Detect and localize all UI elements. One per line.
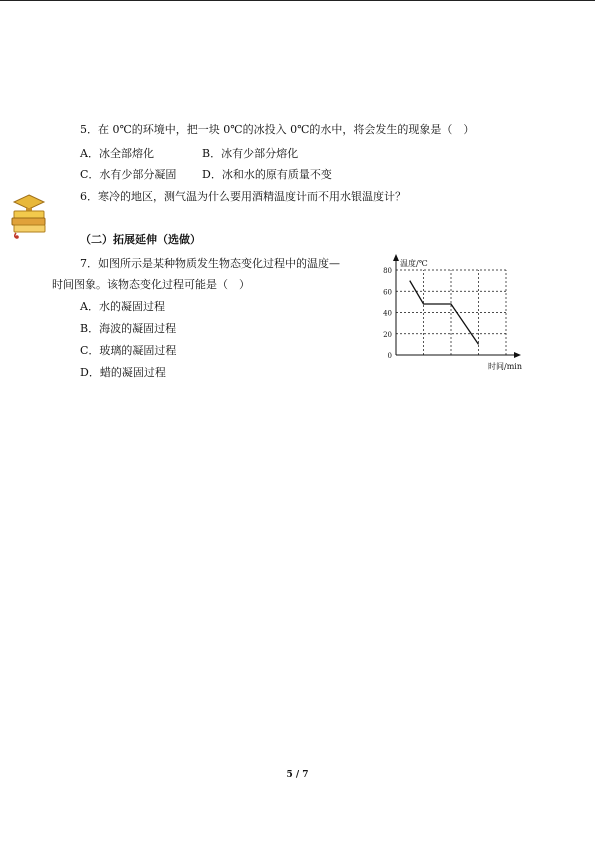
chart-y-tick-label: 60 (383, 288, 392, 297)
q7-option-a: A．水的凝固过程 (80, 300, 165, 313)
q5-option-d: D．冰和水的原有质量不变 (202, 168, 332, 181)
q7-option-b: B．海波的凝固过程 (80, 322, 177, 335)
chart-axes (393, 254, 521, 358)
header-rule (0, 0, 595, 1)
chart-y-tick-label: 0 (387, 352, 392, 360)
q7-option-d: D．蜡的凝固过程 (80, 366, 166, 379)
page-number: 5 / 7 (286, 770, 309, 780)
temperature-time-chart (378, 252, 528, 376)
chart-y-axis-label: 温度/℃ (400, 259, 428, 268)
chart-y-tick-label: 40 (383, 309, 392, 318)
q5-option-a: A．冰全部熔化 (80, 147, 154, 160)
chart-grid (396, 270, 506, 355)
q6-stem: 6．寒冷的地区，测气温为什么要用酒精温度计而不用水银温度计？ (80, 190, 406, 203)
q5-option-c: C．水有少部分凝固 (80, 168, 177, 181)
q7-option-c: C．玻璃的凝固过程 (80, 344, 177, 357)
chart-x-axis-label: 时间/min (488, 362, 522, 371)
q5-stem: 5．在 0℃的环境中，把一块 0℃的冰投入 0℃的水中，将会发生的现象是（ ） (80, 123, 475, 136)
chart-y-tick-label: 20 (383, 330, 392, 339)
q5-option-b: B．冰有少部分熔化 (202, 147, 299, 160)
books-icon (8, 193, 50, 239)
q7-stem-line1: 7．如图所示是某种物质发生物态变化过程中的温度— (80, 257, 340, 270)
chart-y-tick-label: 80 (383, 267, 392, 275)
q7-stem-line2: 时间图象。该物态变化过程可能是（ ） (52, 278, 250, 291)
section-title: （二）拓展延伸（选做） (80, 233, 201, 246)
